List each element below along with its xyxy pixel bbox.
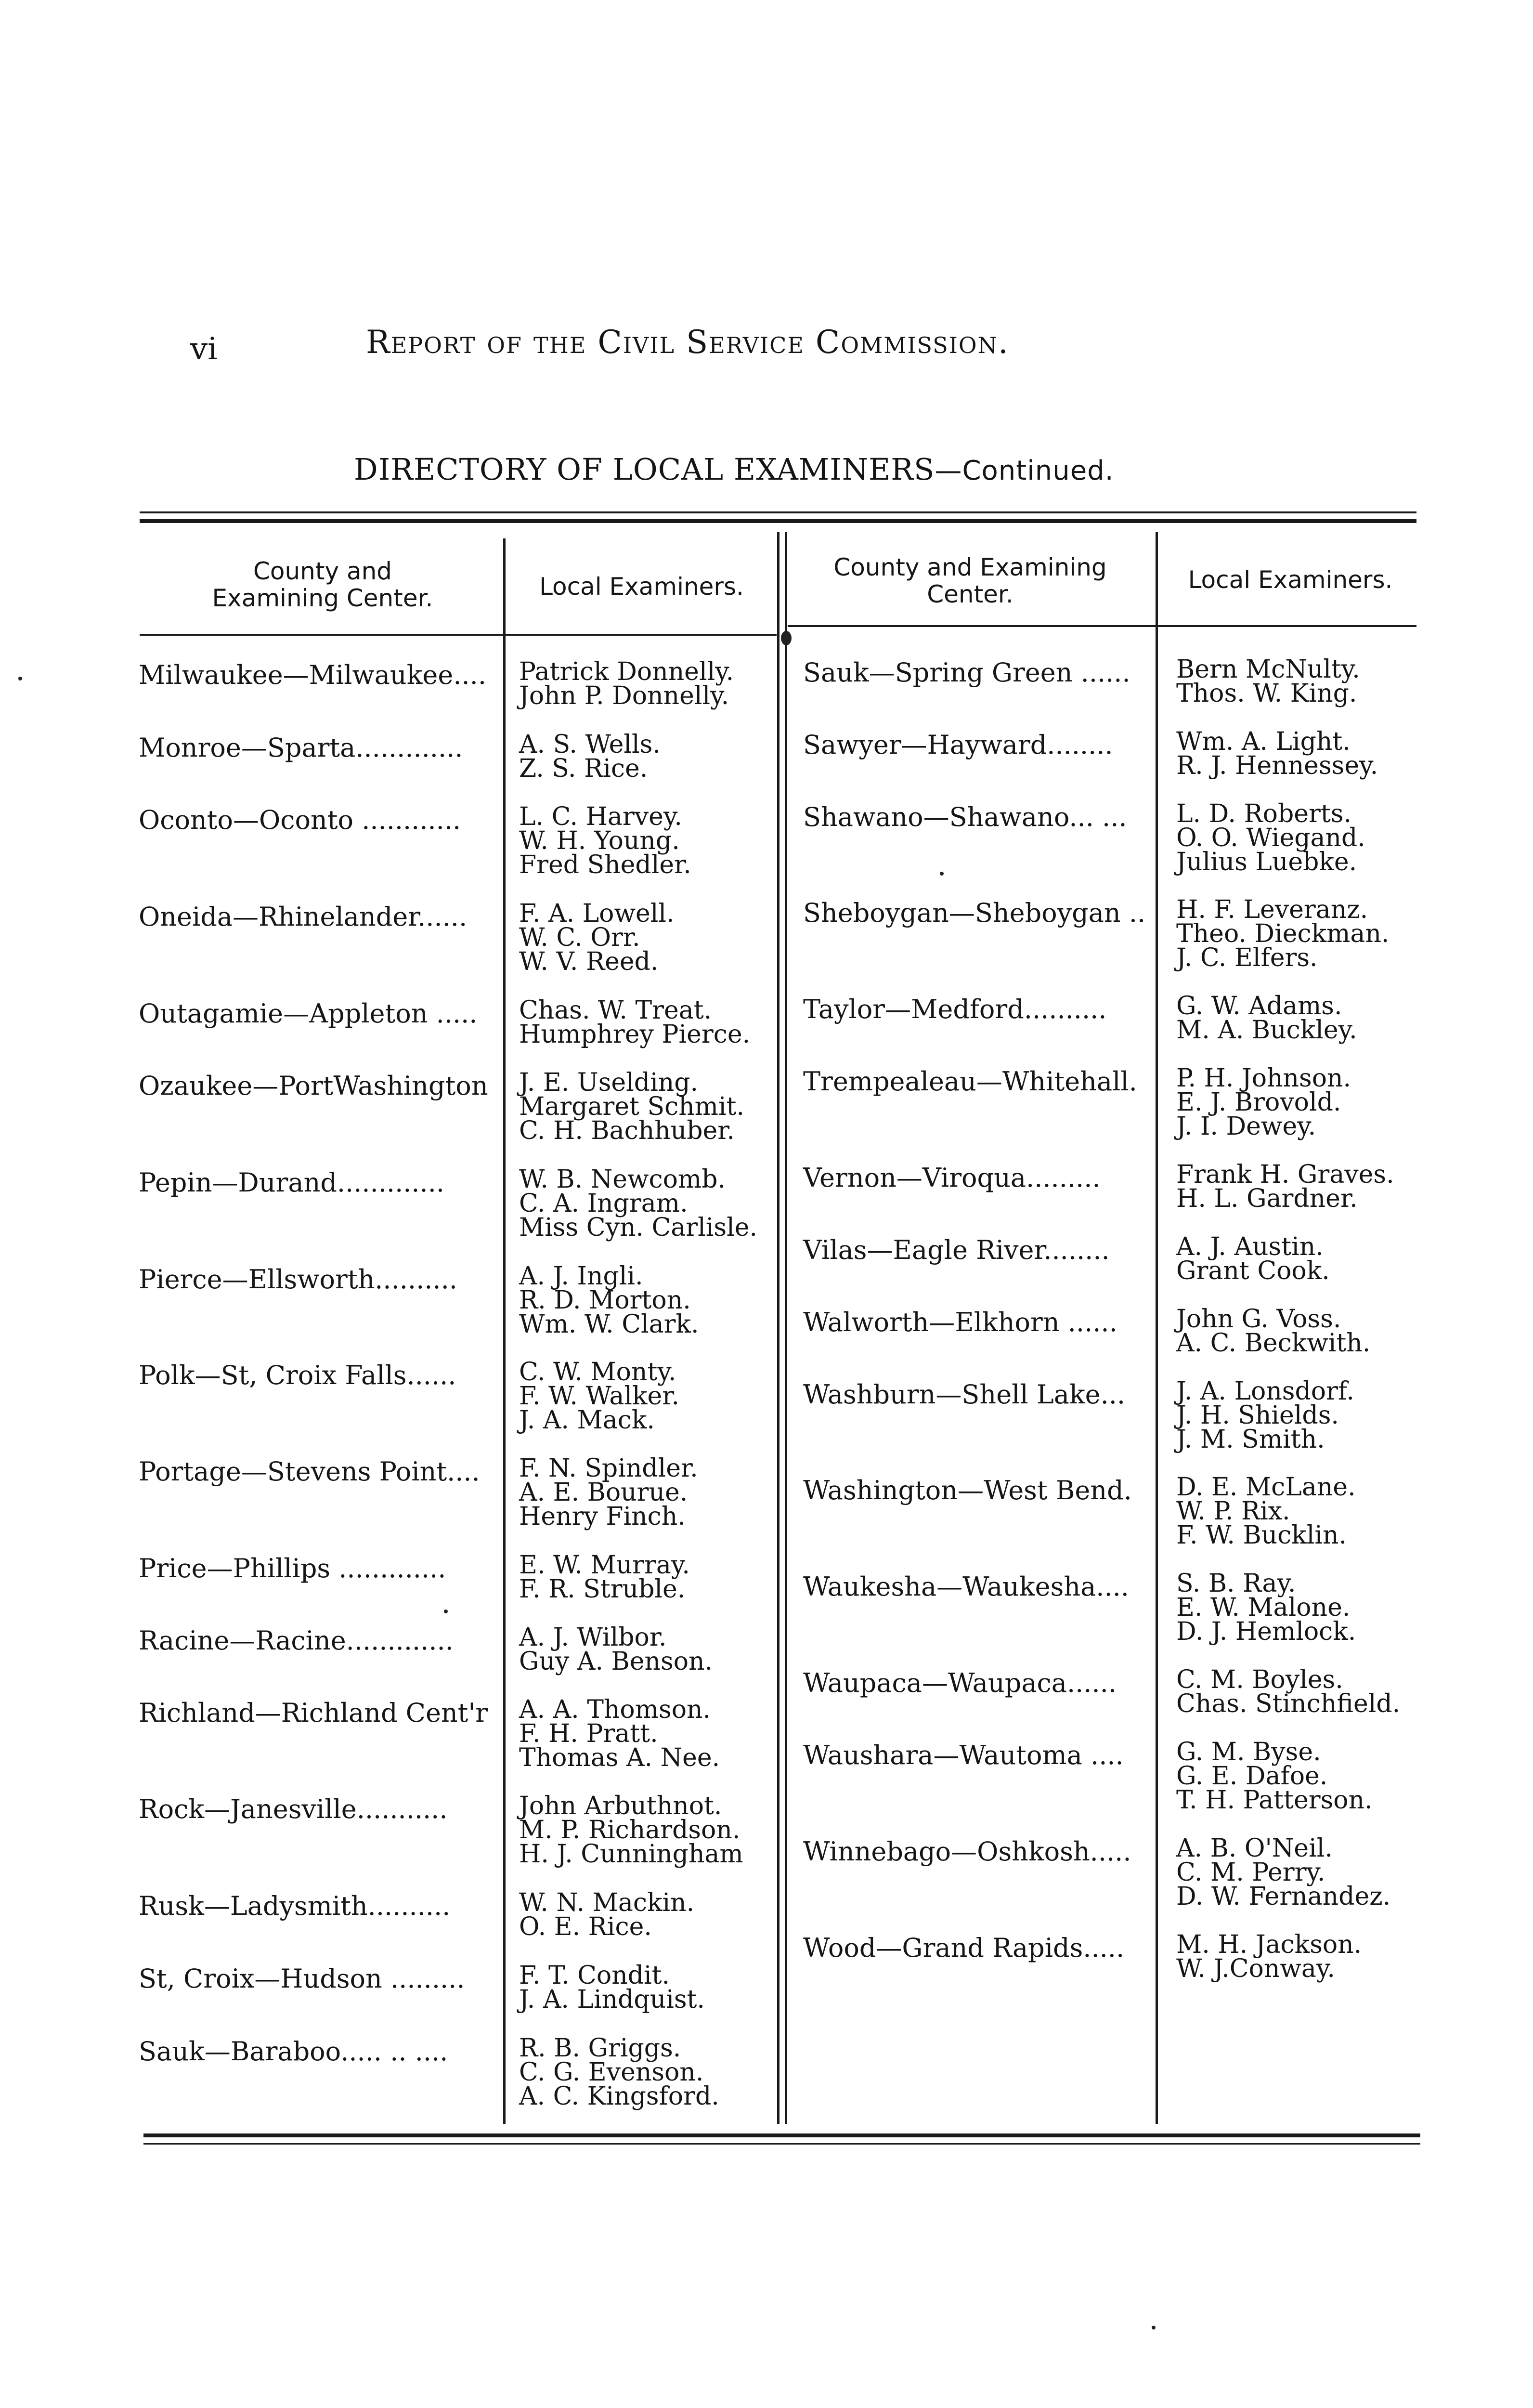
- examiner-name: Grant Cook.: [1176, 1256, 1330, 1285]
- examiner-name: Guy A. Benson.: [519, 1647, 713, 1676]
- examiner-name: G. W. Adams.: [1176, 992, 1342, 1021]
- scan-speck: [940, 872, 944, 876]
- examiners-list-left: [519, 899, 675, 976]
- county-center-left: Rock—Janesville...........: [139, 1794, 448, 1824]
- examiner-name: J. I. Dewey.: [1176, 1112, 1316, 1141]
- county-center-left: Milwaukee—Milwaukee....: [139, 660, 486, 690]
- examiner-name: R. D. Morton.: [519, 1286, 691, 1315]
- examiners-list-left: [519, 2034, 719, 2111]
- examiner-name: Z. S. Rice.: [519, 754, 648, 783]
- examiner-name: W. C. Orr.: [519, 923, 640, 952]
- examiner-name: C. M. Boyles.: [1176, 1665, 1343, 1694]
- county-center-right: Shawano—Shawano... ...: [803, 802, 1127, 832]
- examiner-name: D. W. Fernandez.: [1176, 1882, 1391, 1911]
- examiner-name: M. A. Buckley.: [1176, 1016, 1357, 1045]
- examiners-list-right: [1176, 727, 1378, 780]
- county-center-left: Ozaukee—PortWashington: [139, 1071, 488, 1101]
- examiner-name: E. W. Malone.: [1176, 1593, 1351, 1622]
- county-center-right: Taylor—Medford..........: [803, 994, 1107, 1024]
- examiner-name: C. H. Bachhuber.: [519, 1116, 735, 1145]
- examiners-list-right: [1176, 657, 1360, 706]
- county-center-right: Vilas—Eagle River........: [803, 1235, 1110, 1265]
- county-center-right: Sawyer—Hayward........: [803, 730, 1113, 760]
- examiner-name: H. F. Leveranz.: [1176, 895, 1368, 924]
- examiner-name: J. A. Lindquist.: [519, 1985, 705, 2014]
- examiner-name: Miss Cyn. Carlisle.: [519, 1213, 758, 1242]
- examiner-name: F. A. Lowell.: [519, 899, 675, 928]
- examiner-name: John P. Donnelly.: [519, 681, 729, 710]
- examiners-list-left: [519, 1625, 713, 1674]
- examiner-name: A. E. Bourue.: [519, 1478, 688, 1507]
- examiner-name: Thos. W. King.: [1176, 679, 1357, 708]
- examiner-name: O. E. Rice.: [519, 1912, 652, 1941]
- examiner-name: L. D. Roberts.: [1176, 799, 1351, 828]
- examiner-name: Patrick Donnelly.: [519, 657, 734, 686]
- examiners-list-right: [1176, 1473, 1356, 1550]
- examiner-name: Thomas A. Nee.: [519, 1743, 720, 1772]
- table-title-main: DIRECTORY OF LOCAL EXAMINERS: [354, 452, 935, 487]
- column-divider-3: [785, 532, 787, 2124]
- examiner-name: F. W. Walker.: [519, 1382, 679, 1411]
- examiners-list-left: [519, 1358, 679, 1435]
- examiner-name: Fred Shedler.: [519, 851, 691, 879]
- county-center-left: Richland—Richland Cent'r: [139, 1698, 488, 1728]
- examiner-name: J. A. Mack.: [519, 1406, 655, 1435]
- examiner-name: Margaret Schmit.: [519, 1092, 745, 1121]
- examiner-name: S. B. Ray.: [1176, 1569, 1296, 1598]
- examiner-name: Wm. W. Clark.: [519, 1310, 699, 1339]
- examiner-name: Wm. A. Light.: [1176, 727, 1351, 756]
- examiner-name: C. G. Evenson.: [519, 2058, 704, 2087]
- header-examiners-left: Local Examiners.: [539, 573, 744, 601]
- examiner-name: W. P. Rix.: [1176, 1497, 1290, 1526]
- examiner-name: G. M. Byse.: [1176, 1738, 1321, 1767]
- examiner-name: J. H. Shields.: [1176, 1401, 1339, 1430]
- examiner-name: C. A. Ingram.: [519, 1189, 688, 1218]
- county-center-left: Oneida—Rhinelander......: [139, 902, 468, 932]
- examiner-name: A. C. Kingsford.: [519, 2082, 719, 2111]
- examiner-name: John G. Voss.: [1176, 1305, 1341, 1334]
- county-center-left: Polk—St, Croix Falls......: [139, 1360, 456, 1390]
- county-center-right: Walworth—Elkhorn ......: [803, 1307, 1117, 1337]
- examiner-name: A. B. O'Neil.: [1176, 1834, 1333, 1863]
- examiner-name: W. V. Reed.: [519, 947, 659, 976]
- examiner-name: Frank H. Graves.: [1176, 1160, 1394, 1189]
- examiners-list-left: [519, 1262, 699, 1339]
- examiner-name: John Arbuthnot.: [519, 1792, 722, 1820]
- examiner-name: W. H. Young.: [519, 826, 680, 855]
- examiners-list-left: [519, 998, 750, 1047]
- examiners-list-right: [1176, 1066, 1351, 1139]
- examiners-list-left: [519, 657, 734, 710]
- bottom-rule-thin: [143, 2143, 1420, 2145]
- header-examiners-right: Local Examiners.: [1188, 566, 1393, 594]
- examiner-name: M. H. Jackson.: [1176, 1930, 1362, 1959]
- examiners-list-right: [1176, 1738, 1373, 1815]
- county-center-left: Pepin—Durand.............: [139, 1167, 445, 1198]
- county-center-left: Monroe—Sparta.............: [139, 733, 463, 763]
- examiner-name: W. N. Mackin.: [519, 1888, 695, 1917]
- examiner-name: H. J. Cunningham: [519, 1840, 743, 1869]
- county-center-right: Waukesha—Waukesha....: [803, 1571, 1129, 1602]
- county-center-right: Waupaca—Waupaca......: [803, 1668, 1117, 1698]
- county-center-left: Rusk—Ladysmith..........: [139, 1891, 451, 1921]
- examiner-name: Theo. Dieckman.: [1176, 919, 1390, 948]
- examiner-name: G. E. Dafoe.: [1176, 1762, 1328, 1791]
- table-title-suffix: —Continued.: [935, 455, 1114, 486]
- examiner-name: F. R. Struble.: [519, 1575, 686, 1604]
- examiners-list-right: [1176, 799, 1365, 877]
- examiner-name: A. J. Ingli.: [519, 1262, 643, 1291]
- examiner-name: J. C. Elfers.: [1176, 943, 1318, 972]
- examiners-list-right: [1176, 895, 1390, 972]
- examiner-name: E. W. Murray.: [519, 1551, 690, 1580]
- examiner-name: Humphrey Pierce.: [519, 1020, 751, 1049]
- examiner-name: C. M. Perry.: [1176, 1858, 1325, 1887]
- examiners-list-left: [519, 1888, 695, 1941]
- county-center-left: Oconto—Oconto ............: [139, 805, 461, 835]
- examiner-name: O. O. Wiegand.: [1176, 824, 1365, 852]
- examiner-name: H. L. Gardner.: [1176, 1184, 1358, 1213]
- examiner-name: Julius Luebke.: [1176, 848, 1357, 877]
- examiners-list-left: [519, 1695, 720, 1772]
- examiner-name: J. E. Uselding.: [519, 1068, 699, 1097]
- county-center-left: Racine—Racine.............: [139, 1625, 454, 1656]
- county-center-left: St, Croix—Hudson .........: [139, 1963, 465, 1994]
- examiners-list-right: [1176, 1160, 1394, 1213]
- scan-speck: [444, 1610, 448, 1613]
- table-title: [354, 452, 1114, 487]
- county-center-right: Wood—Grand Rapids.....: [803, 1933, 1125, 1963]
- examiners-list-right: [1176, 1836, 1390, 1909]
- examiner-name: E. J. Brovold.: [1176, 1088, 1341, 1117]
- header-county-left: County and Examining Center.: [212, 557, 433, 612]
- examiners-list-left: [519, 730, 661, 783]
- examiner-name: F. H. Pratt.: [519, 1719, 658, 1748]
- examiners-list-right: [1176, 1571, 1356, 1644]
- county-center-left: Portage—Stevens Point....: [139, 1456, 480, 1487]
- examiner-name: D. E. McLane.: [1176, 1473, 1356, 1502]
- header-rule-left: [140, 634, 777, 636]
- header-county-right: County and Examining Center.: [833, 553, 1107, 608]
- examiners-list-left: [519, 802, 691, 879]
- examiner-name: W. J.Conway.: [1176, 1954, 1335, 1983]
- examiner-name: C. W. Monty.: [519, 1358, 676, 1387]
- examiner-name: A. A. Thomson.: [519, 1695, 711, 1724]
- examiners-list-right: [1176, 1305, 1371, 1358]
- column-divider-2: [777, 532, 779, 2124]
- examiner-name: A. S. Wells.: [519, 730, 661, 759]
- county-center-right: Sheboygan—Sheboygan ..: [803, 898, 1146, 928]
- county-center-right: Trempealeau—Whitehall.: [803, 1066, 1137, 1097]
- examiners-list-left: [519, 1963, 705, 2012]
- examiners-list-right: [1176, 1379, 1354, 1452]
- top-rule-thin: [140, 511, 1416, 513]
- column-divider-1: [503, 538, 506, 2124]
- examiners-list-right: [1176, 1930, 1362, 1983]
- examiner-name: Bern McNulty.: [1176, 655, 1360, 684]
- examiners-list-left: [519, 1167, 757, 1240]
- bottom-rule-thick: [143, 2133, 1420, 2137]
- examiner-name: R. B. Griggs.: [519, 2034, 681, 2063]
- examiner-name: J. M. Smith.: [1176, 1425, 1325, 1454]
- scan-speck: [18, 677, 22, 681]
- examiner-name: T. H. Patterson.: [1176, 1786, 1373, 1815]
- county-center-left: Price—Phillips .............: [139, 1553, 446, 1584]
- county-center-right: Vernon—Viroqua.........: [803, 1163, 1101, 1193]
- county-center-left: Pierce—Ellsworth..........: [139, 1264, 457, 1295]
- county-center-left: Outagamie—Appleton .....: [139, 998, 478, 1029]
- header-rule-right: [788, 625, 1416, 627]
- examiners-list-left: [519, 1456, 698, 1529]
- examiners-list-right: [1176, 1665, 1401, 1718]
- running-title: Report of the Civil Service Commission.: [366, 324, 1009, 361]
- column-dot: [781, 631, 792, 645]
- examiner-name: A. J. Wilbor.: [519, 1623, 667, 1652]
- examiner-name: F. N. Spindler.: [519, 1454, 698, 1483]
- examiner-name: L. C. Harvey.: [519, 802, 682, 831]
- examiner-name: R. J. Hennessey.: [1176, 751, 1378, 780]
- county-center-right: Winnebago—Oshkosh.....: [803, 1836, 1131, 1867]
- county-center-right: Washington—West Bend.: [803, 1475, 1132, 1505]
- county-center-left: Sauk—Baraboo..... .. ....: [139, 2036, 448, 2067]
- examiner-name: D. J. Hemlock.: [1176, 1617, 1356, 1646]
- examiner-name: Chas. Stinchfield.: [1176, 1689, 1401, 1718]
- county-center-right: Washburn—Shell Lake...: [803, 1379, 1126, 1410]
- county-center-right: Sauk—Spring Green ......: [803, 657, 1130, 688]
- top-rule-thick: [140, 519, 1416, 523]
- examiner-name: A. C. Beckwith.: [1176, 1329, 1371, 1358]
- page-number: vi: [190, 331, 218, 367]
- examiners-list-right: [1176, 1232, 1330, 1285]
- scan-speck: [1152, 2326, 1156, 2329]
- examiner-name: P. H. Johnson.: [1176, 1064, 1351, 1093]
- examiners-list-right: [1176, 992, 1357, 1045]
- column-divider-4: [1156, 532, 1158, 2124]
- examiners-list-left: [519, 1792, 743, 1869]
- examiner-name: J. A. Lonsdorf.: [1176, 1377, 1354, 1406]
- examiner-name: Chas. W. Treat.: [519, 996, 712, 1025]
- examiner-name: F. T. Condit.: [519, 1961, 670, 1990]
- examiner-name: M. P. Richardson.: [519, 1816, 741, 1845]
- examiner-name: A. J. Austin.: [1176, 1232, 1324, 1261]
- examiner-name: W. B. Newcomb.: [519, 1165, 726, 1194]
- examiner-name: F. W. Bucklin.: [1176, 1521, 1347, 1550]
- examiners-list-left: [519, 1551, 690, 1604]
- examiner-name: Henry Finch.: [519, 1502, 686, 1531]
- examiners-list-left: [519, 1068, 745, 1145]
- county-center-right: Waushara—Wautoma ....: [803, 1740, 1124, 1770]
